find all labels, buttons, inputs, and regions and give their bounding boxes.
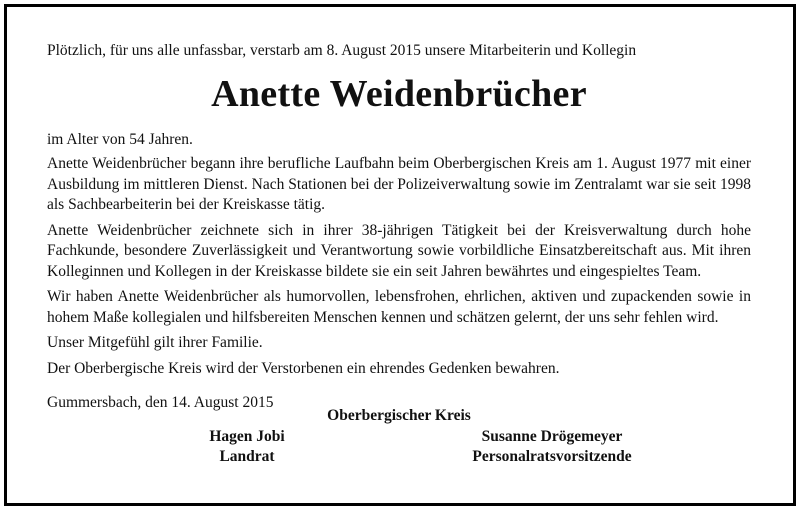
paragraph-remembrance: Der Oberbergische Kreis wird der Verstorbenen ein ehrendes Gedenken bewahren. (47, 359, 560, 377)
signer-name: Susanne Drögemeyer (481, 428, 623, 445)
paragraph-condolence: Unser Mitgefühl gilt ihrer Familie. (47, 334, 263, 351)
paragraph-character: Wir haben Anette Weidenbrücher als humorvollen, lebensfrohen, ehrlichen, aktiven und zupackenden sowie in hohem Maße kollegialen und hilfsbereiten Menschen kennen und schätzen gelernt, der uns sehr fehlen wird. (47, 288, 751, 326)
signer-title: Personalratsvorsitzende (472, 448, 632, 465)
age-text: im Alter von 54 Jahren. (47, 131, 193, 148)
signer-name: Hagen Jobi (209, 428, 285, 445)
paragraph-career: Anette Weidenbrücher begann ihre berufliche Laufbahn beim Oberbergischen Kreis am 1. August 1977 mit einer Ausbildung im mittleren Dienst. Nach Stationen bei der Polizeiverwaltung sowie im Zentralamt war sie seit 1998 als Sachbearbeiterin bei der Kreiskasse tätig. (47, 155, 751, 213)
paragraph-service: Anette Weidenbrücher zeichnete sich in ihrer 38-jährigen Tätigkeit bei der Kreisverwaltung durch hohe Fachkunde, besondere Zuverlässigkeit und Verantwortung sowie vorbildliche Einsatzbereitschaft aus. Mit ihren Kolleginnen und Kollegen in der Kreiskasse bildete sie ein seit Jahren bewährtes und eingespieltes Team. (47, 221, 751, 280)
signature-left (177, 427, 317, 467)
intro-text: Plötzlich, für uns alle unfassbar, verstarb am 8. August 2015 unsere Mitarbeiterin und Kollegin (47, 42, 637, 59)
obituary-notice (47, 41, 751, 465)
signature-organization: Oberbergischer Kreis (327, 407, 471, 424)
place-date: Gummersbach, den 14. August 2015 (47, 394, 274, 411)
signer-title: Landrat (219, 448, 275, 465)
signature-right (447, 427, 657, 467)
deceased-name: Anette Weidenbrücher (211, 73, 587, 115)
